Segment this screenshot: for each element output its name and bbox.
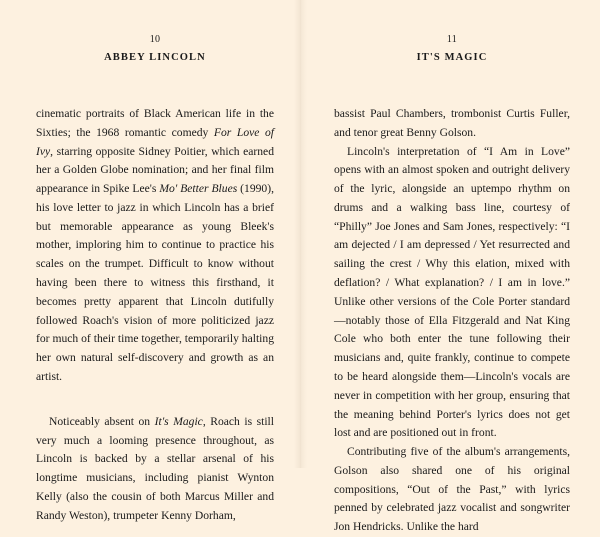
page-number-right: 11 — [446, 34, 458, 45]
left-page — [0, 0, 300, 522]
paragraph: bassist Paul Chambers, trombonist Curtis Fuller, and tenor great Benny Golson. — [334, 107, 570, 139]
paragraph: Noticeably absent on It's Magic, Roach is still very much a looming presence throughout, as Lincoln is backed by a stellar arsenal of his longtime musicians, including pianist Wynton Kelly (also the cousin of both Marcus Miller and Randy Weston), trumpeter Kenny Dorham, — [36, 414, 274, 522]
paragraph: cinematic portraits of Black American life in the Sixties; the 1968 romantic comedy For Love of Ivy, starring opposite Sidney Poitier, which earned her a Golden Globe nomination; and her final film appearance in Spike Lee's Mo' Better Blues (1990), his love letter to jazz in which Lincoln has a brief but memorable appearance as young Bleek's mother, imploring him to continue to practice his scales on the trumpet. Difficult to know without having been there to witness this firsthand, it becomes pretty apparent that Lincoln dutifully followed Roach's vision of more politicized jazz for much of their time together, temporarily halting her own natural self-discovery and growth as an artist. — [36, 107, 274, 383]
paragraph: Lincoln's interpretation of “I Am in Love” opens with an almost spoken and outright delivery of the lyric, alongside an uptempo rhythm on drums and a walking bass line, courtesy of “Philly” Joe Jones and Sam Jones, respectively: “I am dejected / I am depressed / Yet resurrected and sailing the crest / Why this elation, mixed with deflation? / What explanation? / I am in love.” Unlike other versions of the Cole Porter standard—notably those of Ella Fitzgerald and Nat King Cole who both enter the tune following their musicians and, quite frankly, continue to compete to be heard alongside them—Lincoln's vocals are never in competition with her group, ensuring that the meaning behind Porter's lyrics does not get lost and are positioned out in front. — [334, 144, 570, 440]
paragraph: Contributing five of the album's arrangements, Golson also shared one of his original compositions, “Out of the Past,” with lyrics penned by celebrated jazz vocalist and songwriter Jon Hendricks. Unlike the hard — [334, 445, 570, 534]
page-number-left: 10 — [149, 34, 161, 45]
running-head-left: ABBEY LINCOLN — [104, 52, 206, 63]
right-page — [300, 0, 600, 534]
running-head-right: IT'S MAGIC — [416, 52, 488, 63]
